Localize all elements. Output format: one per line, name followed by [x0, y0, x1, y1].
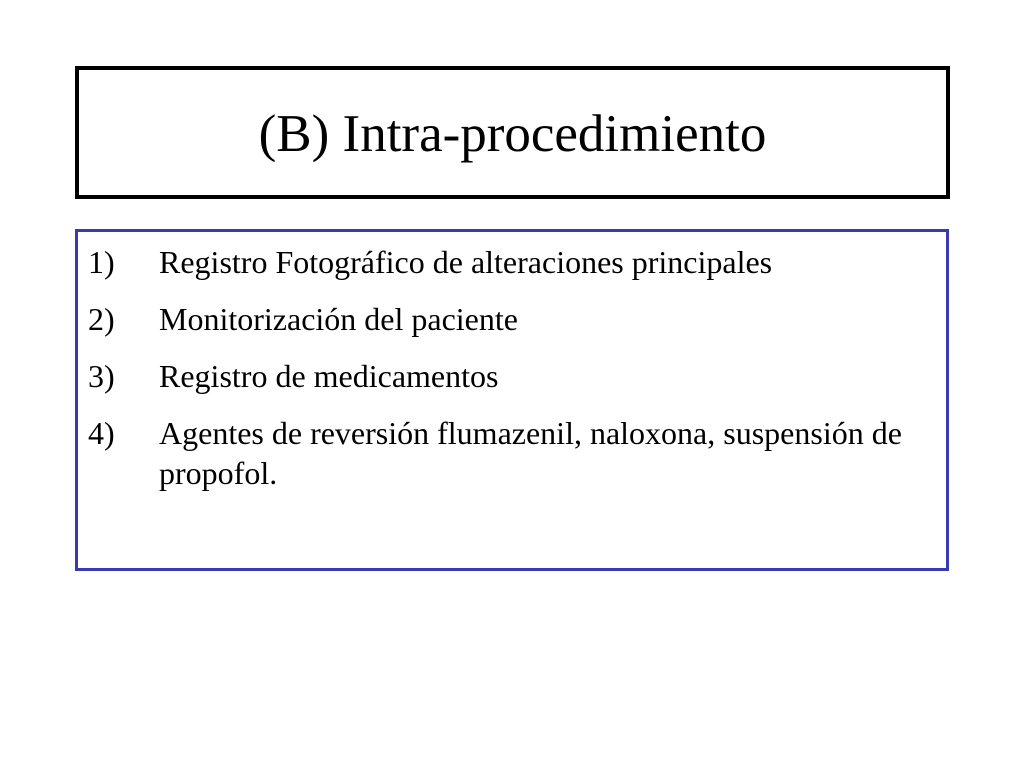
- list-item-text: Registro Fotográfico de alteraciones principales: [159, 244, 773, 280]
- content-box: [75, 229, 949, 571]
- list-item: [88, 299, 936, 339]
- list-item-text: Agentes de reversión flumazenil, naloxona, suspensión de propofol.: [159, 415, 902, 491]
- list-item-number: 2): [88, 301, 115, 337]
- numbered-list: [88, 242, 936, 510]
- list-item-number: 1): [88, 244, 115, 280]
- list-item-number: 3): [88, 358, 115, 394]
- title-box: [75, 66, 950, 199]
- list-item-text: Monitorización del paciente: [159, 301, 518, 337]
- list-item: [88, 413, 936, 493]
- list-item: [88, 356, 936, 396]
- slide-title: (B) Intra-procedimiento: [258, 105, 767, 163]
- list-item-number: 4): [88, 415, 115, 451]
- list-item-text: Registro de medicamentos: [159, 358, 499, 394]
- list-item: [88, 242, 936, 282]
